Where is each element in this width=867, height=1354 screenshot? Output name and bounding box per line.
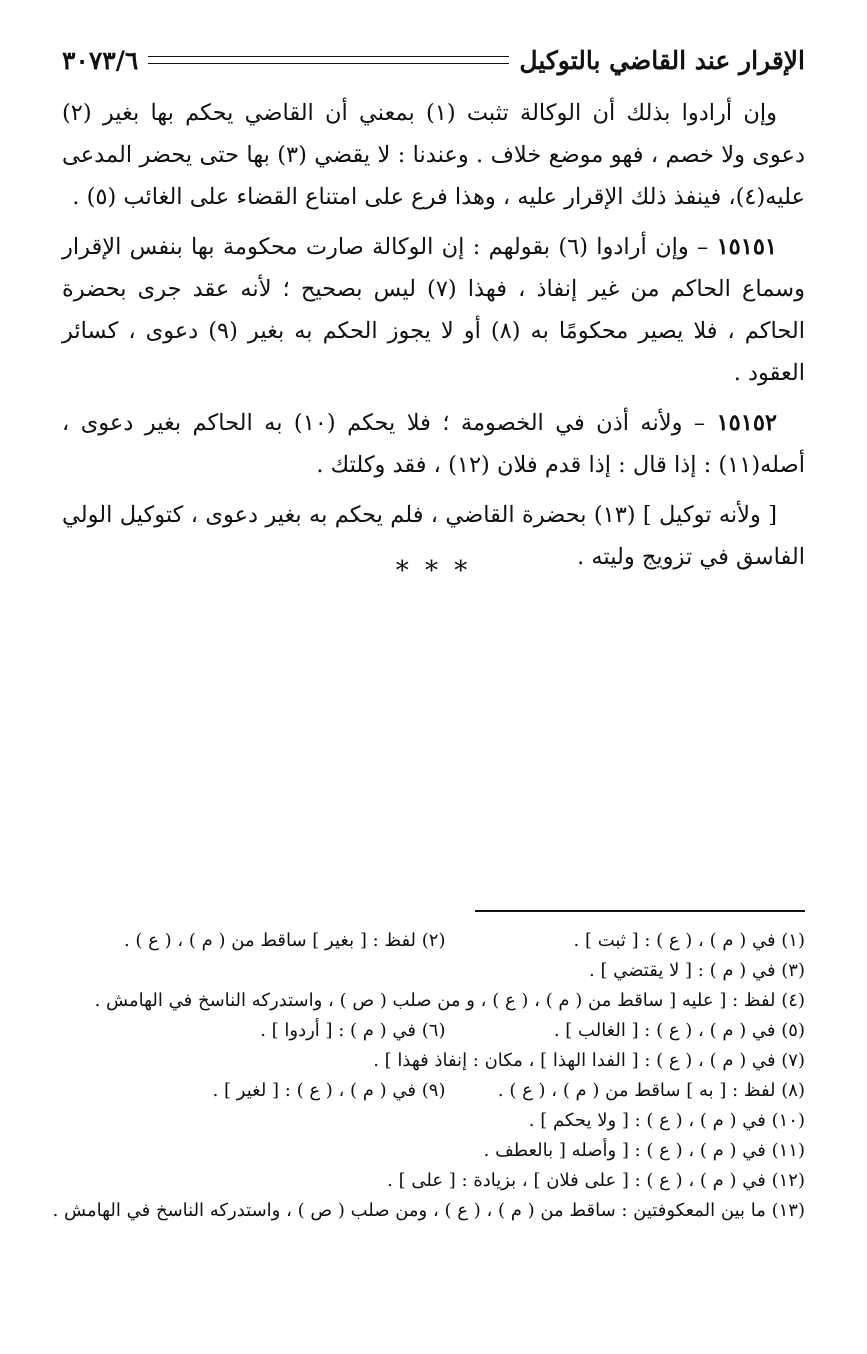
footnote-row bbox=[56, 926, 805, 956]
footnote-5: (٥) في ( م ) ، ( ع ) : [ الغالب ] . bbox=[553, 1020, 805, 1041]
footnote-13: (١٣) ما بين المعكوفتين : ساقط من ( م ) ، ( ع ) ، ومن صلب ( ص ) ، واستدركه الناسخ في الهامش . bbox=[52, 1200, 805, 1221]
footnote-rule bbox=[475, 910, 805, 912]
paragraph-3 bbox=[62, 402, 805, 486]
paragraph-4: [ ولأنه توكيل ] (١٣) بحضرة القاضي ، فلم يحكم به بغير دعوى ، كتوكيل الولي الفاسق في تزويج وليته . bbox=[62, 502, 805, 570]
footnote-8: (٨) لفظ : [ به ] ساقط من ( م ) ، ( ع ) . bbox=[497, 1080, 805, 1101]
footnote-1: (١) في ( م ) ، ( ع ) : [ ثبت ] . bbox=[573, 930, 805, 951]
section-separator: * * * bbox=[395, 556, 472, 586]
chapter-title: الإقرار عند القاضي بالتوكيل bbox=[519, 45, 805, 75]
header-rule bbox=[148, 56, 509, 64]
paragraph-2-number: ١٥١٥١ bbox=[716, 234, 777, 260]
footnote-3: (٣) في ( م ) : [ لا يقتضي ] . bbox=[589, 960, 805, 981]
running-header bbox=[62, 40, 805, 80]
paragraph-3-text: – ولأنه أذن في الخصومة ؛ فلا يحكم (١٠) به الحاكم بغير دعوى ، أصله(١١) : إذا قال : إذا قدم فلان (١٢) ، فقد وكلتك . bbox=[62, 410, 805, 478]
footnote-2: (٢) لفظ : [ بغير ] ساقط من ( م ) ، ( ع ) . bbox=[123, 930, 446, 951]
paragraph-1: وإن أرادوا بذلك أن الوكالة تثبت (١) بمعني أن القاضي يحكم بها بغير (٢) دعوى ولا خصم ، فهو موضع خلاف . وعندنا : لا يقضي (٣) بها حتى يحضر المدعى عليه(٤)، فينفذ ذلك الإقرار عليه ، وهذا فرع على امتناع القضاء على الغائب (٥) . bbox=[62, 100, 805, 210]
footnote-7: (٧) في ( م ) ، ( ع ) : [ الفدا الهذا ] ، مكان : إنفاذ فهذا ] . bbox=[373, 1050, 805, 1071]
paragraph-2-text: – وإن أرادوا (٦) بقولهم : إن الوكالة صارت محكومة بها بنفس الإقرار وسماع الحاكم من غير إنفاذ ، فهذا (٧) ليس بصحيح ؛ لأنه عقد جرى بحضرة الحاكم ، فلا يصير محكومًا به (٨) أو لا يجوز الحكم به بغير (٩) دعوى ، كسائر العقود . bbox=[62, 234, 805, 386]
page-number: ٣٠٧٣/٦ bbox=[62, 45, 139, 75]
footnote-6: (٦) في ( م ) : [ أردوا ] . bbox=[260, 1020, 446, 1041]
footnote-row bbox=[56, 1076, 805, 1106]
paragraph-2 bbox=[62, 226, 805, 394]
footnote-12: (١٢) في ( م ) ، ( ع ) : [ على فلان ] ، بزيادة : [ على ] . bbox=[387, 1170, 805, 1191]
footnote-row bbox=[56, 1016, 805, 1046]
main-text bbox=[62, 92, 805, 582]
footnote-4: (٤) لفظ : [ عليه [ ساقط من ( م ) ، ( ع ) ، و من صلب ( ص ) ، واستدركه الناسخ في الهامش . bbox=[94, 990, 805, 1011]
footnotes bbox=[52, 926, 805, 1226]
footnote-9: (٩) في ( م ) ، ( ع ) : [ لغير ] . bbox=[212, 1080, 446, 1101]
paragraph-3-number: ١٥١٥٢ bbox=[716, 410, 777, 436]
footnote-10: (١٠) في ( م ) ، ( ع ) : [ ولا يحكم ] . bbox=[528, 1110, 805, 1131]
footnote-11: (١١) في ( م ) ، ( ع ) : [ وأصله [ بالعطف . bbox=[483, 1140, 805, 1161]
